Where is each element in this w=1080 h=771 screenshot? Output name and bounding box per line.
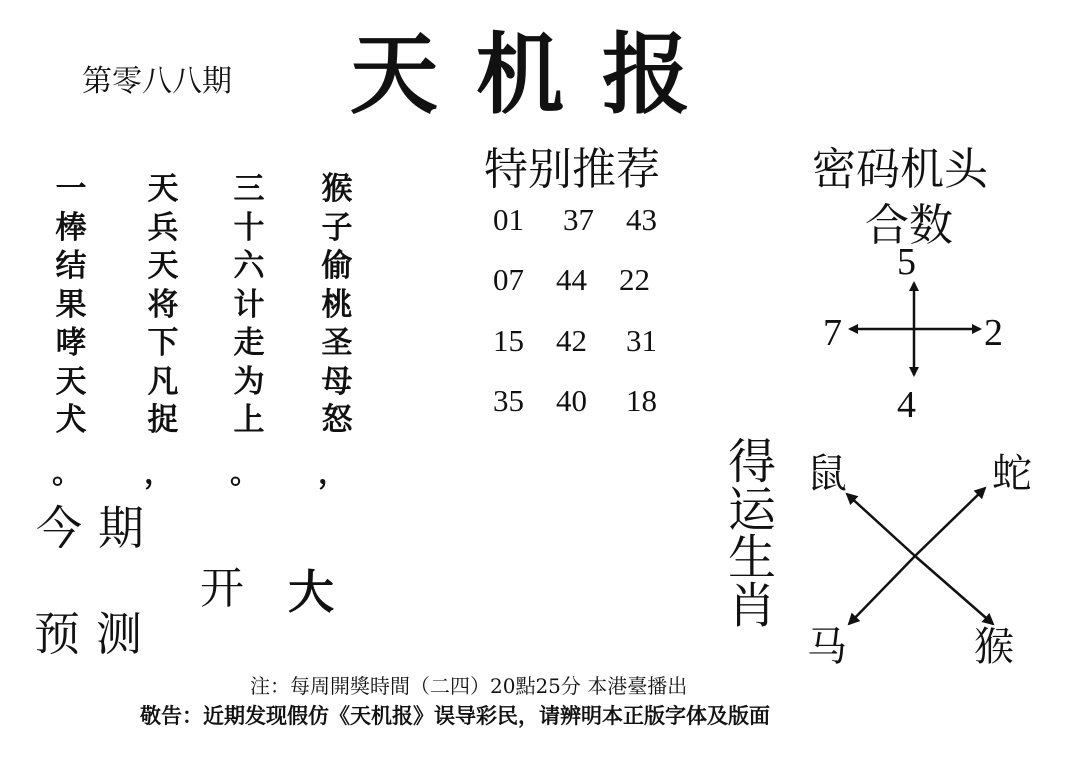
special-number: 37 bbox=[563, 202, 594, 237]
verse-punct-1: 。 bbox=[52, 456, 82, 491]
prediction-label-top: 今期 bbox=[36, 501, 160, 555]
lucky-title-char: 得 bbox=[727, 434, 776, 490]
zodiac-top-left: 鼠 bbox=[807, 451, 847, 497]
broadcast-note: 注：每周開獎時間（二四）20點25分 本港臺播出 bbox=[250, 674, 688, 698]
special-number: 01 bbox=[493, 202, 524, 237]
verse-char: 桃 bbox=[321, 286, 353, 323]
cross-arrows-icon bbox=[840, 275, 990, 385]
counterfeit-warning: 敬告：近期发现假仿《天机报》误导彩民，请辨明本正版字体及版面 bbox=[140, 703, 770, 728]
special-number: 43 bbox=[626, 202, 657, 237]
verse-char: 天 bbox=[147, 248, 179, 284]
verse-column-2 bbox=[138, 170, 188, 440]
special-number: 15 bbox=[493, 323, 524, 358]
special-number: 31 bbox=[626, 323, 657, 358]
verse-column-3 bbox=[224, 170, 274, 440]
code-bottom-digit: 4 bbox=[897, 384, 916, 426]
verse-char: 果 bbox=[55, 286, 87, 323]
verse-char: 计 bbox=[233, 286, 265, 323]
special-number: 44 bbox=[556, 262, 587, 297]
verse-char: 偷 bbox=[321, 248, 353, 284]
special-title: 特别推荐 bbox=[484, 144, 660, 195]
newspaper-title: 天机报 bbox=[350, 22, 729, 126]
code-top-digit: 5 bbox=[897, 241, 916, 283]
verse-punct-2: ， bbox=[144, 456, 174, 491]
verse-char: 圣 bbox=[321, 325, 353, 361]
special-number: 22 bbox=[619, 262, 650, 297]
verse-char: 怒 bbox=[321, 402, 353, 438]
verse-char: 天 bbox=[147, 171, 179, 207]
verse-char: 为 bbox=[233, 363, 265, 400]
verse-char: 上 bbox=[233, 402, 265, 438]
verse-char: 下 bbox=[147, 325, 179, 361]
verse-char: 三 bbox=[233, 171, 265, 207]
lucky-title-char: 生 bbox=[727, 530, 776, 586]
verse-char: 母 bbox=[321, 363, 353, 400]
special-number: 40 bbox=[556, 383, 587, 418]
special-number: 07 bbox=[493, 262, 524, 297]
verse-punct-3: 。 bbox=[230, 456, 260, 491]
code-left-digit: 7 bbox=[823, 312, 842, 354]
verse-char: 兵 bbox=[147, 209, 179, 246]
verse-char: 捉 bbox=[147, 402, 179, 438]
lucky-title-char: 肖 bbox=[727, 578, 776, 634]
verse-char: 十 bbox=[233, 209, 265, 246]
code-title: 密码机头 bbox=[812, 144, 988, 195]
zodiac-bottom-right: 猴 bbox=[974, 624, 1014, 670]
special-number: 35 bbox=[493, 383, 524, 418]
verse-char: 棒 bbox=[55, 209, 87, 246]
verse-column-1 bbox=[46, 170, 96, 440]
verse-char: 犬 bbox=[55, 402, 87, 438]
verse-char: 一 bbox=[55, 171, 87, 207]
x-arrows-icon bbox=[835, 478, 1015, 633]
prediction-result: 大 bbox=[288, 565, 334, 619]
verse-char: 天 bbox=[55, 363, 87, 400]
verse-char: 凡 bbox=[147, 363, 179, 400]
code-right-digit: 2 bbox=[984, 312, 1003, 354]
verse-char: 走 bbox=[233, 325, 265, 361]
verse-char: 子 bbox=[321, 209, 353, 246]
verse-column-4 bbox=[312, 170, 362, 440]
issue-number: 第零八八期 bbox=[82, 64, 232, 99]
prediction-label-bottom: 预测 bbox=[34, 607, 158, 661]
verse-char: 猴 bbox=[321, 171, 353, 207]
lucky-title bbox=[722, 434, 782, 634]
verse-char: 六 bbox=[233, 248, 265, 284]
special-number: 42 bbox=[556, 323, 587, 358]
zodiac-top-right: 蛇 bbox=[992, 451, 1032, 497]
zodiac-bottom-left: 马 bbox=[807, 624, 847, 670]
special-number: 18 bbox=[626, 383, 657, 418]
lucky-title-char: 运 bbox=[727, 482, 776, 538]
verse-char: 结 bbox=[55, 248, 87, 284]
verse-punct-4: ， bbox=[318, 456, 348, 491]
verse-char: 哮 bbox=[55, 325, 87, 361]
verse-char: 将 bbox=[147, 286, 179, 323]
prediction-open: 开 bbox=[200, 563, 244, 614]
code-subtitle: 合数 bbox=[865, 200, 953, 251]
